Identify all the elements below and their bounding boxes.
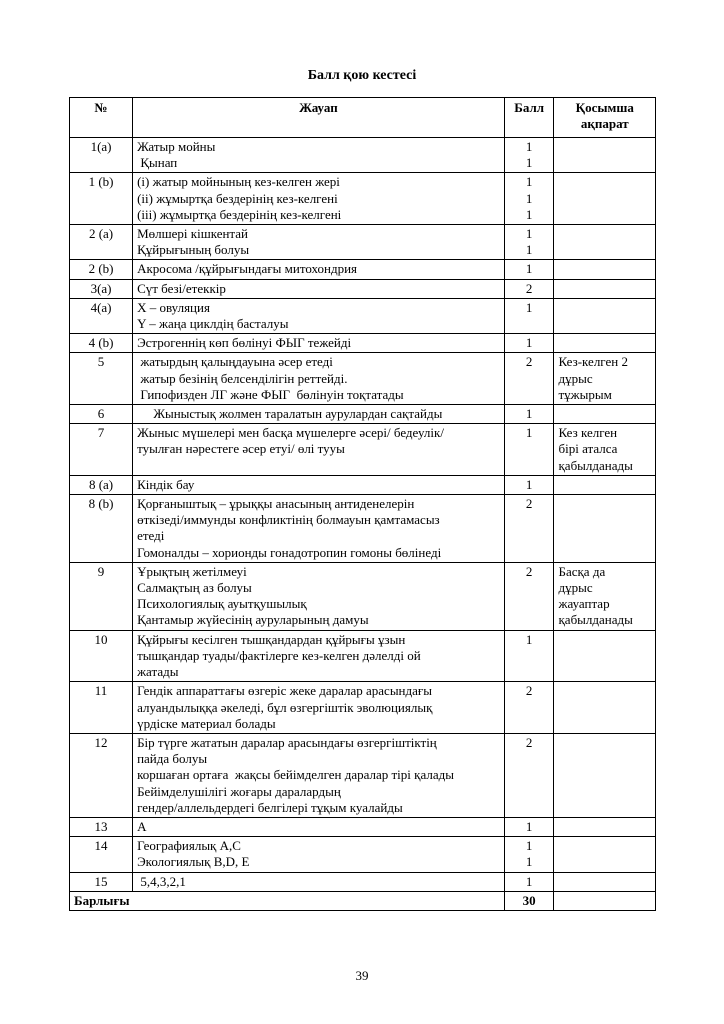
answer-line: Бейімделушілігі жоғары даралардың [137,783,341,799]
points-cell [504,733,554,817]
table-row [70,138,656,173]
points-cell [504,837,554,872]
points-cell [504,138,554,173]
extra-info-cell [554,260,656,279]
row-number: 6 [70,405,133,424]
total-label: Барлығы [70,891,505,910]
table-row [70,837,656,872]
points-line: 1 [525,854,533,870]
answer-line: Құйрығының болуы [137,242,250,258]
row-number: 2 (b) [70,260,133,279]
answer-line: етеді [137,528,165,544]
answer-line: Қантамыр жүйесінің ауруларының дамуы [137,612,369,628]
extra-info-line: бірі аталса [558,441,618,457]
points-line: 1 [525,631,533,647]
extra-info-cell [554,682,656,734]
answer-line: коршаған ортаға жақсы бейімделген даралар тірі қалады [137,767,454,783]
answer-line: 5,4,3,2,1 [137,873,186,889]
table-row [70,495,656,563]
extra-info-cell [554,353,656,405]
total-extra-cell [554,891,656,910]
answer-cell [133,225,505,260]
extra-info-cell [554,733,656,817]
points-cell [504,475,554,494]
total-row [70,891,656,910]
points-cell [504,225,554,260]
answer-line: Эстрогеннің көп бөлінуі ФЫГ тежейді [137,335,352,351]
points-line: 1 [525,406,533,422]
row-number: 8 (b) [70,495,133,563]
answer-line: Психологиялық ауытқушылық [137,596,307,612]
table-header-row [70,98,656,138]
answer-line: жатыр безінің белсенділігін реттейді. [137,370,348,386]
extra-info-cell [554,817,656,836]
points-line: 2 [525,563,533,579]
answer-cell [133,682,505,734]
extra-info-cell [554,475,656,494]
points-line: 1 [525,425,533,441]
answer-line: Гендік аппараттағы өзгеріс жеке даралар арасындағы [137,683,432,699]
extra-info-cell [554,225,656,260]
row-number: 2 (a) [70,225,133,260]
answer-cell [133,733,505,817]
points-line: 1 [525,476,533,492]
extra-info-line: қабылданады [558,457,633,473]
table-row [70,279,656,298]
extra-info-cell [554,837,656,872]
table-row [70,225,656,260]
score-table [69,97,656,911]
row-number: 14 [70,837,133,872]
points-line: 2 [525,683,533,699]
points-line: 1 [525,190,533,206]
row-number: 8 (a) [70,475,133,494]
extra-info-line: тұжырым [558,386,612,402]
answer-line: Гипофизден ЛГ және ФЫГ бөлінуін тоқтатады [137,386,404,402]
row-number: 10 [70,630,133,682]
answer-line: Y – жаңа циклдің басталуы [137,316,289,332]
points-line: 2 [525,496,533,512]
points-cell [504,682,554,734]
row-number: 4 (b) [70,334,133,353]
table-row [70,630,656,682]
answer-line: Құйрығы кесілген тышқандардан құйрығы ұзын [137,631,406,647]
row-number: 5 [70,353,133,405]
answer-line: туылған нәрестеге әсер етуі/ өлі тууы [137,441,345,457]
points-line: 2 [525,354,533,370]
points-line: 2 [525,280,533,296]
points-cell [504,173,554,225]
row-number: 4(a) [70,298,133,333]
table-row [70,173,656,225]
row-number: 7 [70,424,133,476]
answer-line: A [137,818,147,834]
answer-line: үрдіске материал болады [137,715,276,731]
points-cell [504,630,554,682]
extra-info-cell [554,405,656,424]
points-cell [504,562,554,630]
table-body [70,138,656,892]
points-cell [504,817,554,836]
extra-info-cell [554,562,656,630]
points-line: 1 [525,335,533,351]
answer-line: (ii) жұмыртқа бездерінің кез-келгені [137,190,338,206]
extra-info-cell [554,630,656,682]
extra-info-cell [554,138,656,173]
answer-line: Ұрықтың жетілмеуі [137,563,247,579]
extra-info-line: Кез келген [558,425,618,441]
points-line: 1 [525,818,533,834]
table-row [70,353,656,405]
points-cell [504,405,554,424]
answer-line: жатады [137,664,179,680]
total-value: 30 [504,891,554,910]
answer-cell [133,173,505,225]
extra-info-line: дұрыс [558,580,593,596]
answer-line: Жыныстық жолмен таралатын аурулардан сақтайды [137,406,443,422]
points-line: 2 [525,734,533,750]
answer-line: тышқандар туады/фактілерге кез-келген дәлелді ой [137,647,421,663]
answer-cell [133,279,505,298]
points-cell [504,279,554,298]
answer-line: пайда болуы [137,751,208,767]
table-row [70,298,656,333]
answer-line: X – овуляция [137,299,210,315]
points-cell [504,495,554,563]
header-number: № [70,98,133,138]
points-line: 1 [525,174,533,190]
answer-line: Мөлшері кішкентай [137,226,248,242]
answer-line: алуандылыққа әкеледі, бұл өзгергіштік эволюциялық [137,699,433,715]
points-cell [504,334,554,353]
table-row [70,817,656,836]
points-cell [504,298,554,333]
header-answer: Жауап [133,98,505,138]
answer-line: Географиялық A,C [137,838,241,854]
answer-cell [133,837,505,872]
table-row [70,424,656,476]
points-cell [504,353,554,405]
answer-cell [133,260,505,279]
extra-info-line: жауаптар [558,596,610,612]
answer-line: Салмақтың аз болуы [137,580,252,596]
answer-line: Гомоналды – хорионды гонадотропин гомоны бөлінеді [137,544,442,560]
row-number: 3(a) [70,279,133,298]
points-line: 1 [525,838,533,854]
answer-line: Сүт безі/етеккір [137,280,226,296]
extra-info-line: Басқа да [558,563,606,579]
answer-cell [133,353,505,405]
answer-cell [133,138,505,173]
points-line: 1 [525,242,533,258]
answer-cell [133,475,505,494]
answer-cell [133,495,505,563]
answer-line: өткізеді/иммунды конфликтінің болмауын қамтамасыз [137,512,440,528]
points-cell [504,260,554,279]
extra-info-line: дұрыс [558,370,593,386]
table-row [70,405,656,424]
extra-info-cell [554,173,656,225]
extra-info-line: қабылданады [558,612,633,628]
table-row [70,334,656,353]
row-number: 9 [70,562,133,630]
points-line: 1 [525,299,533,315]
answer-line: (i) жатыр мойнының кез-келген жері [137,174,340,190]
table-row [70,682,656,734]
answer-cell [133,334,505,353]
page-number: 39 [355,968,369,983]
row-number: 1(a) [70,138,133,173]
points-line: 1 [525,206,533,222]
row-number: 12 [70,733,133,817]
extra-info-line: Кез-келген 2 [558,354,628,370]
extra-info-cell [554,298,656,333]
extra-info-cell [554,872,656,891]
answer-line: Экологиялық B,D, E [137,854,250,870]
answer-line: Қорғаныштық – ұрыққы анасының антиденелерін [137,496,415,512]
points-cell [504,872,554,891]
table-row [70,260,656,279]
extra-info-cell [554,424,656,476]
answer-line: (iii) жұмыртқа бездерінің кез-келгені [137,206,342,222]
extra-info-cell [554,279,656,298]
answer-cell [133,872,505,891]
points-line: 1 [525,226,533,242]
table-row [70,475,656,494]
answer-cell [133,424,505,476]
answer-line: Акросома /құйрығындағы митохондрия [137,261,358,277]
table-row [70,562,656,630]
points-line: 1 [525,261,533,277]
points-line: 1 [525,155,533,171]
row-number: 13 [70,817,133,836]
header-extra: Қосымша ақпарат [554,98,656,138]
row-number: 1 (b) [70,173,133,225]
table-row [70,733,656,817]
answer-line: Жыныс мүшелері мен басқа мүшелерге әсері/ бедеулік/ [137,425,444,441]
answer-line: жатырдың қалыңдауына әсер етеді [137,354,333,370]
answer-line: Кіндік бау [137,476,195,492]
points-line: 1 [525,873,533,889]
points-line: 1 [525,139,533,154]
answer-cell [133,817,505,836]
answer-line: Бір түрге жататын даралар арасындағы өзгергіштіктің [137,734,437,750]
row-number: 11 [70,682,133,734]
answer-line: Қынап [137,155,178,171]
row-number: 15 [70,872,133,891]
points-cell [504,424,554,476]
answer-cell [133,630,505,682]
page-title: Балл қою кестесі [307,68,417,83]
table-row [70,872,656,891]
answer-line: гендер/аллельдердегі белгілері тұқым куалайды [137,799,403,815]
extra-info-cell [554,495,656,563]
header-points: Балл [504,98,554,138]
answer-cell [133,405,505,424]
answer-line: Жатыр мойны [137,139,216,154]
answer-cell [133,298,505,333]
extra-info-cell [554,334,656,353]
answer-cell [133,562,505,630]
